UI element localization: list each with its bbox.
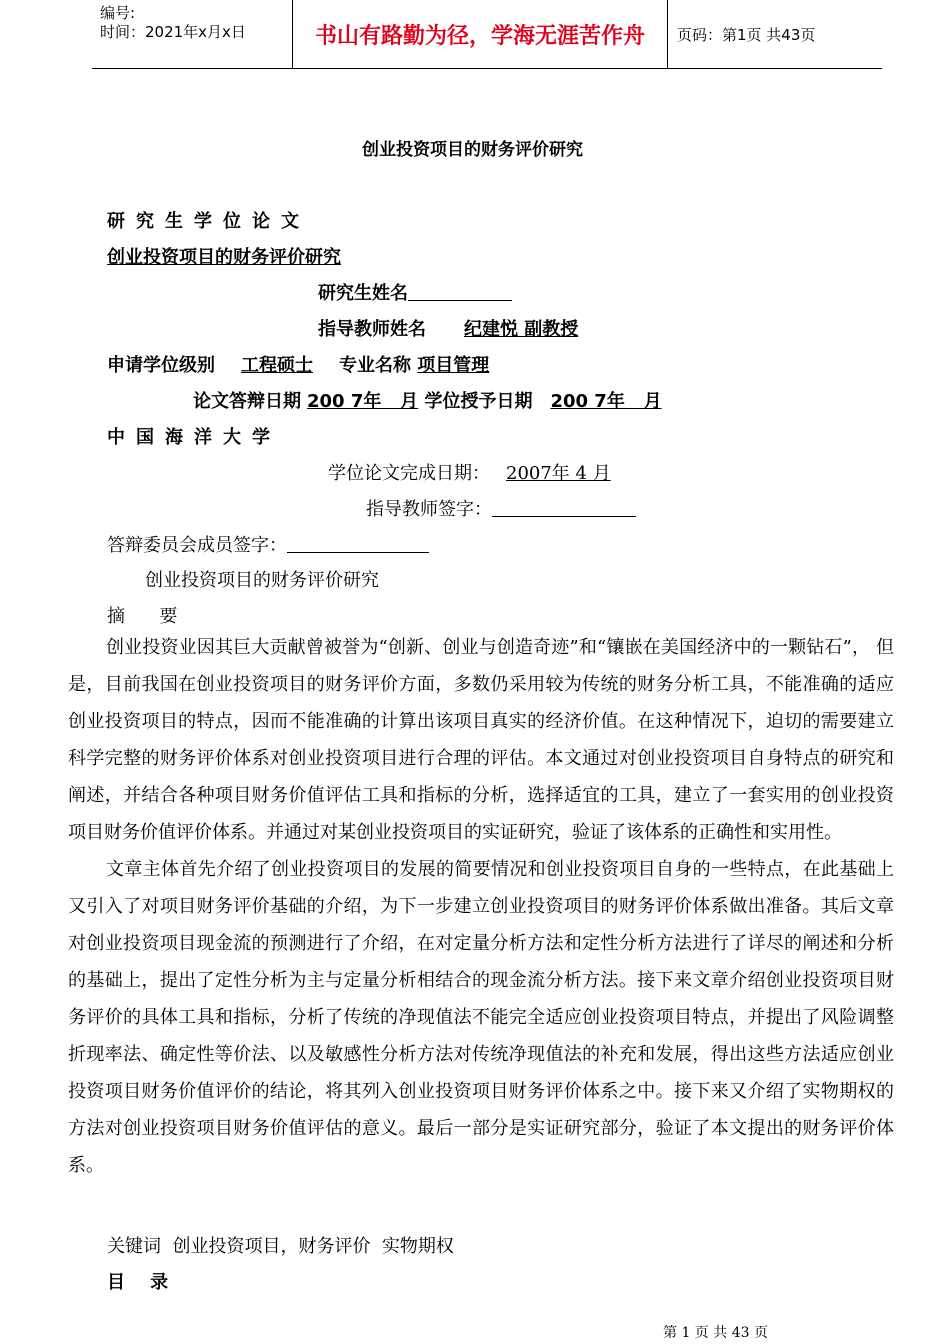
abstract-paragraph: 创业投资业因其巨大贡献曾被誉为“创新、创业与创造奇迹”和“镶嵌在美国经济中的一颗钻石”， 但是，目前我国在创业投资项目的财务评价方面，多数仍采用较为传统的财务分析工具，不能准确的适应创业投资项目的特点，因而不能准确的计算出该项目真实的经济价值。在这种情况下，迫切的需要建立科学完整的财务评价体系对创业投资项目进行合理的评估。本文通过对创业投资项目自身特点的研究和阐述，并结合各种项目财务价值评估工具和指标的分析，选择适宜的工具，建立了一套实用的创业投资项目财务价值评价体系。并通过对某创业投资项目的实证研究，验证了该体系的正确性和实用性。 (68, 637, 894, 843)
degree-level-label: 申请学位级别 (107, 355, 215, 376)
header-motto: 书山有路勤为径，学海无涯苦作舟 (292, 0, 668, 68)
defense-date-label: 论文答辩日期 (193, 391, 301, 412)
toc-heading: 目 录 (107, 1272, 169, 1293)
header-page-label: 页码：第1页 共43页 (677, 25, 816, 44)
student-name-row (318, 279, 512, 305)
student-name-label: 研究生姓名 (318, 283, 408, 304)
advisor-label: 指导教师姓名 (318, 319, 426, 340)
keywords: 关键词 创业投资项目，财务评价 实物期权 (107, 1236, 454, 1257)
advisor-row (318, 315, 596, 341)
page-header (92, 0, 882, 69)
dates-row (193, 387, 688, 413)
advisor-sign-row (366, 495, 636, 521)
thesis-type: 研究生学位论文 (107, 211, 310, 232)
degree-level-value: 工程硕士 (241, 355, 313, 376)
student-name-blank (408, 282, 512, 301)
advisor-sign-blank (492, 498, 636, 517)
completion-date-label: 学位论文完成日期： (328, 463, 490, 484)
doc-time-label: 时间：2021年x月x日 (100, 23, 246, 41)
completion-date-value: 2007年 4 月 (506, 463, 611, 484)
abstract-body (68, 629, 894, 1184)
completion-date-row (328, 459, 621, 485)
university-name: 中国海洋大学 (107, 427, 281, 448)
degree-row (107, 351, 489, 377)
committee-sign-label: 答辩委员会成员签字： (107, 535, 287, 556)
award-date-label: 学位授予日期 (424, 391, 533, 412)
major-label: 专业名称 (339, 355, 411, 376)
abstract-subtitle: 创业投资项目的财务评价研究 (145, 570, 379, 591)
defense-date-value: 200 7年 月 (307, 391, 419, 412)
major-value: 项目管理 (417, 355, 490, 376)
advisor-value: 纪建悦 副教授 (464, 319, 579, 340)
thesis-title: 创业投资项目的财务评价研究 (107, 247, 341, 268)
header-meta (92, 0, 292, 68)
advisor-sign-label: 指导教师签字： (366, 499, 492, 520)
committee-sign-blank (287, 534, 429, 553)
abstract-heading: 摘 要 (107, 606, 178, 627)
page-footer: 第 1 页 共 43 页 (663, 1325, 768, 1341)
abstract-paragraph: 文章主体首先介绍了创业投资项目的发展的简要情况和创业投资项目自身的一些特点，在此基础上又引入了对项目财务评价基础的介绍，为下一步建立创业投资项目的财务评价体系做出准备。其后文章对创业投资项目现金流的预测进行了介绍，在对定量分析方法和定性分析方法进行了详尽的阐述和分析的基础上，提出了定性分析为主与定量分析相结合的现金流分析方法。接下来文章介绍创业投资项目财务评价的具体工具和指标，分析了传统的净现值法不能完全适应创业投资项目特点，并提出了风险调整折现率法、确定性等价法、以及敏感性分析方法对传统净现值法的补充和发展，得出这些方法适应创业投资项目财务价值评价的结论，将其列入创业投资项目财务评价体系之中。接下来又介绍了实物期权的方法对创业投资项目财务价值评估的意义。最后一部分是实证研究部分，验证了本文提出的财务评价体系。 (68, 859, 894, 1176)
doc-number-label: 编号: (100, 4, 136, 22)
document-title: 创业投资项目的财务评价研究 (362, 140, 583, 160)
award-date-value: 200 7年 月 (550, 391, 662, 412)
committee-sign-row (107, 531, 429, 557)
